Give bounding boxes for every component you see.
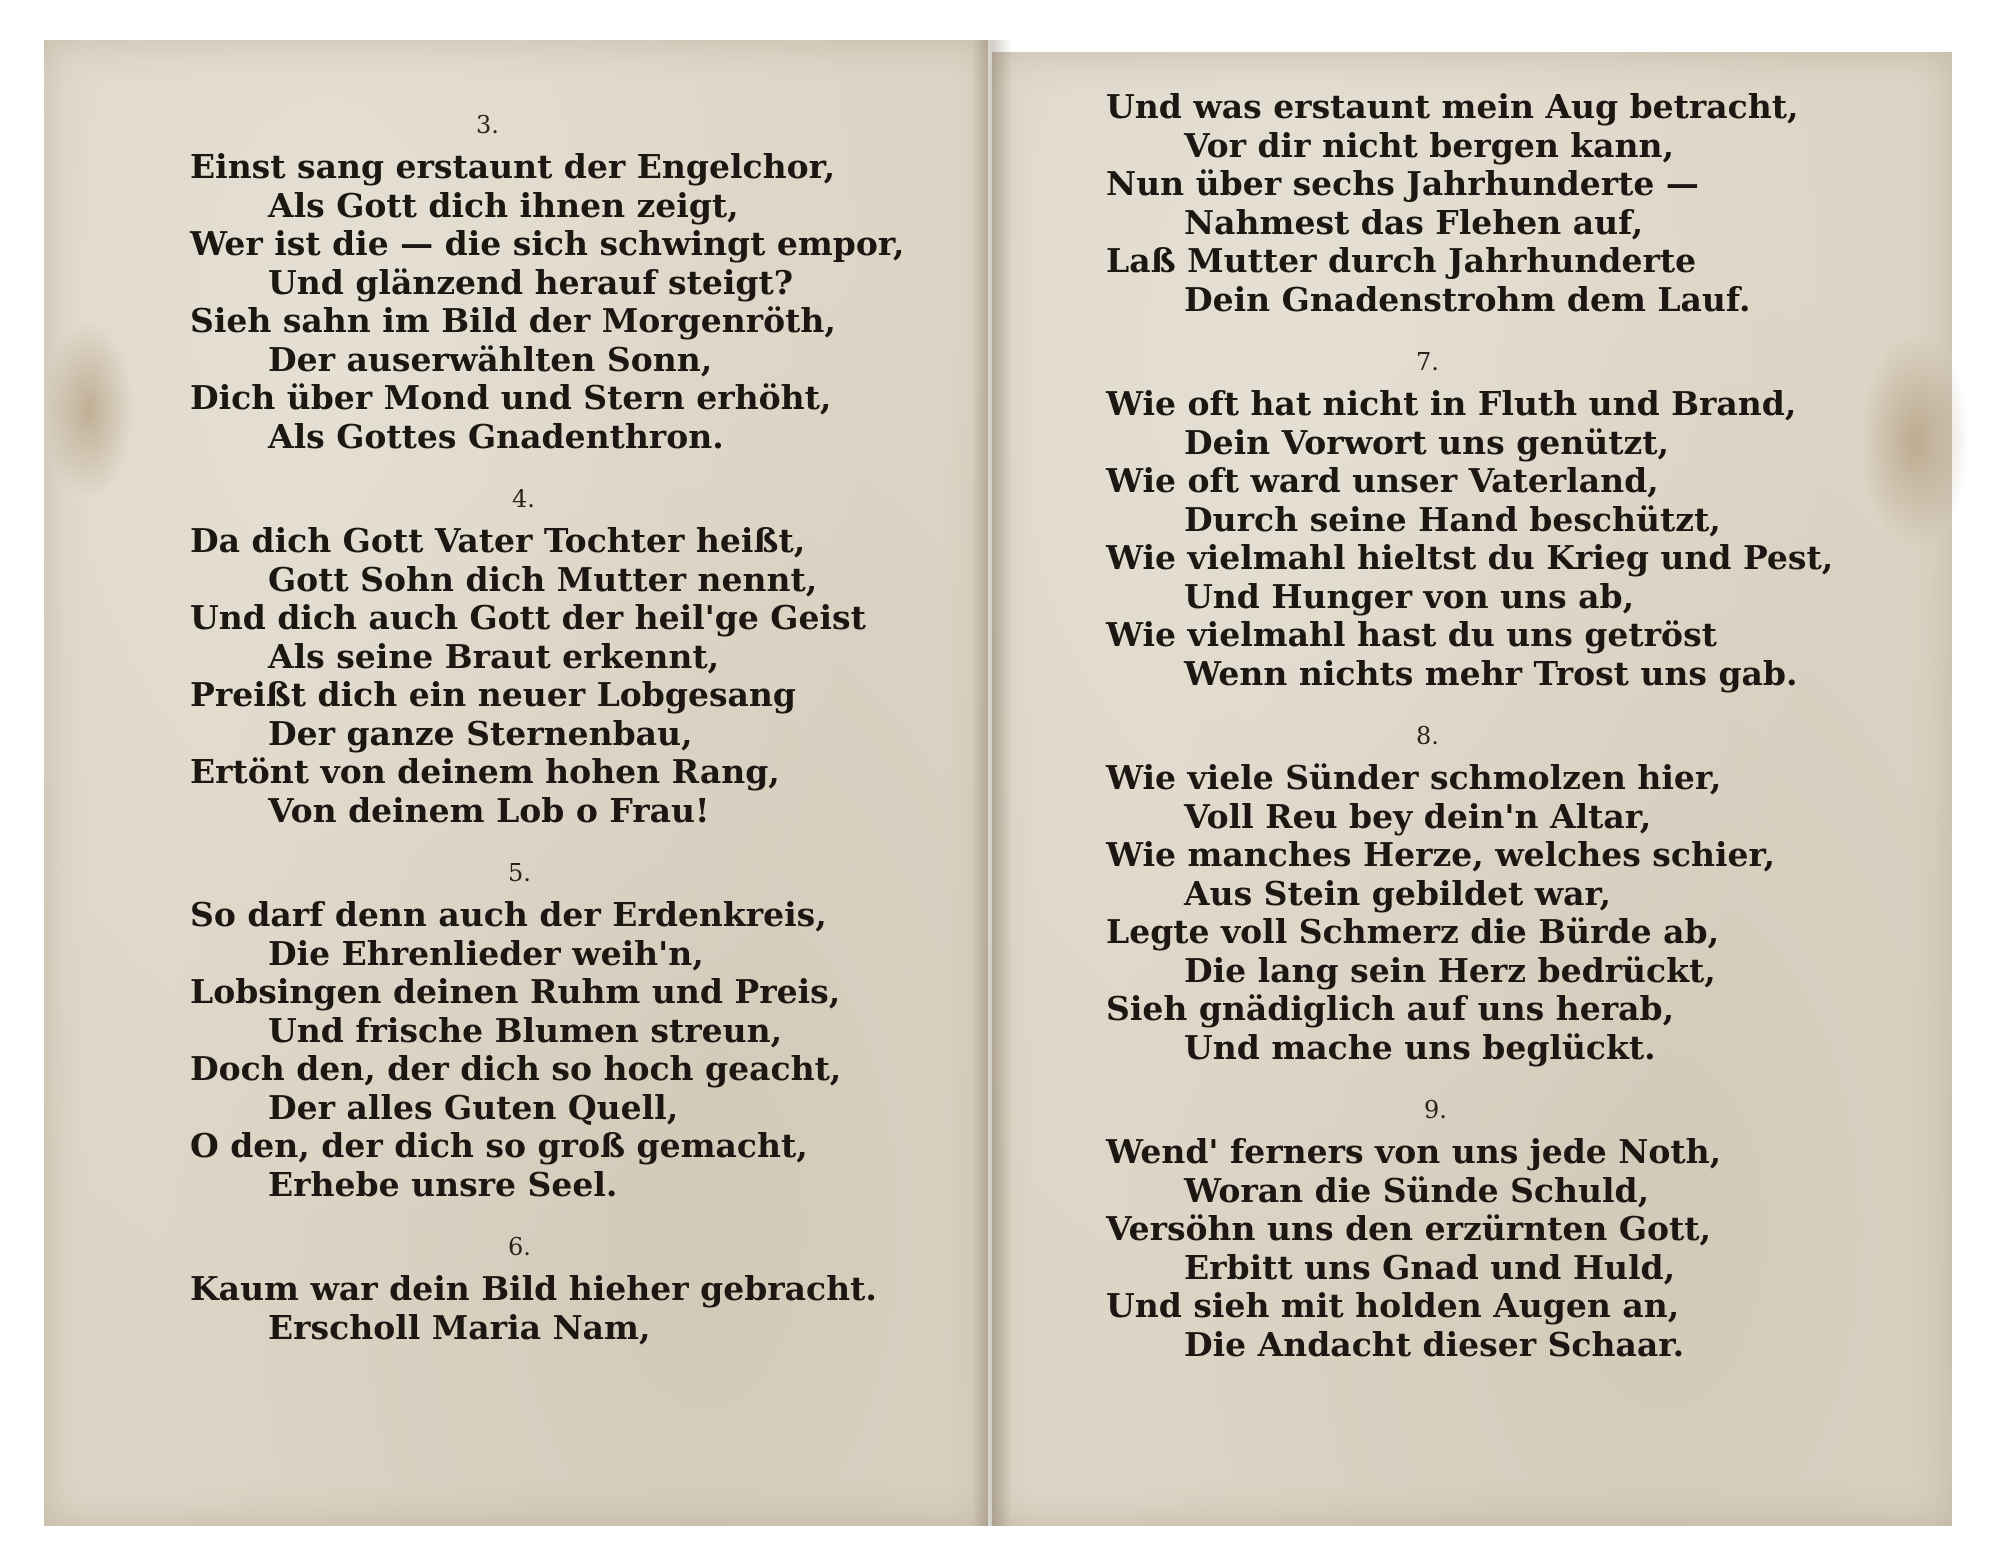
verse-line: Gott Sohn dich Mutter nennt, bbox=[268, 559, 818, 599]
verse-line: So darf denn auch der Erdenkreis, bbox=[190, 895, 827, 934]
verse-line: Sieh gnädiglich auf uns herab, bbox=[1106, 989, 1675, 1028]
verse-line: Aus Stein gebildet war, bbox=[1184, 873, 1612, 913]
stanza-number: 7. bbox=[1416, 348, 1439, 376]
verse-line: Woran die Sünde Schuld, bbox=[1184, 1170, 1650, 1210]
paper-stain bbox=[44, 320, 134, 500]
verse-line: Vor dir nicht bergen kann, bbox=[1184, 125, 1675, 165]
verse-line: Die Andacht dieser Schaar. bbox=[1184, 1324, 1685, 1364]
verse-line: Sieh sahn im Bild der Morgenröth, bbox=[190, 301, 836, 340]
page-fold bbox=[972, 40, 1012, 1526]
stanza-number: 3. bbox=[476, 111, 499, 139]
verse-line: Einst sang erstaunt der Engelchor, bbox=[190, 147, 836, 186]
verse-line: Kaum war dein Bild hieher gebracht. bbox=[190, 1269, 877, 1308]
verse-line: Als seine Braut erkennt, bbox=[268, 636, 720, 676]
verse-line: Und mache uns beglückt. bbox=[1184, 1027, 1656, 1067]
verse-line: Lobsingen deinen Ruhm und Preis, bbox=[190, 972, 841, 1011]
verse-line: Laß Mutter durch Jahrhunderte bbox=[1106, 241, 1697, 280]
verse-line: Und was erstaunt mein Aug betracht, bbox=[1106, 87, 1799, 126]
verse-line: Die Ehrenlieder weih'n, bbox=[268, 933, 704, 973]
verse-line: Und glänzend herauf steigt? bbox=[268, 262, 794, 302]
verse-line: O den, der dich so groß gemacht, bbox=[190, 1126, 808, 1165]
verse-line: Versöhn uns den erzürnten Gott, bbox=[1106, 1209, 1712, 1248]
verse-line: Preißt dich ein neuer Lobgesang bbox=[190, 675, 796, 714]
verse-line: Wenn nichts mehr Trost uns gab. bbox=[1184, 653, 1798, 693]
verse-line: Erbitt uns Gnad und Huld, bbox=[1184, 1247, 1676, 1287]
stanza-number: 5. bbox=[508, 859, 531, 887]
verse-line: Der ganze Sternenbau, bbox=[268, 713, 693, 753]
verse-line: Legte voll Schmerz die Bürde ab, bbox=[1106, 912, 1720, 951]
verse-line: Doch den, der dich so hoch geacht, bbox=[190, 1049, 842, 1088]
verse-line: Und sieh mit holden Augen an, bbox=[1106, 1286, 1680, 1325]
verse-line: Und dich auch Gott der heil'ge Geist bbox=[190, 598, 866, 637]
verse-line: Ertönt von deinem hohen Rang, bbox=[190, 752, 780, 791]
stanza-number: 8. bbox=[1416, 722, 1439, 750]
verse-line: Wie vielmahl hieltst du Krieg und Pest, bbox=[1106, 538, 1834, 577]
verse-line: Und Hunger von uns ab, bbox=[1184, 576, 1635, 616]
stanza-number: 6. bbox=[508, 1233, 531, 1261]
verse-line: Erscholl Maria Nam, bbox=[268, 1307, 651, 1347]
right-page-text bbox=[1106, 88, 1906, 1364]
verse-line: Von deinem Lob o Frau! bbox=[268, 790, 710, 830]
verse-line: Und frische Blumen streun, bbox=[268, 1010, 783, 1050]
verse-line: Wie oft hat nicht in Fluth und Brand, bbox=[1106, 384, 1797, 423]
verse-line: Wer ist die — die sich schwingt empor, bbox=[190, 224, 905, 263]
verse-line: Als Gottes Gnadenthron. bbox=[268, 416, 724, 456]
verse-line: Dein Vorwort uns genützt, bbox=[1184, 422, 1669, 462]
verse-line: Wie oft ward unser Vaterland, bbox=[1106, 461, 1659, 500]
verse-line: Die lang sein Herz bedrückt, bbox=[1184, 950, 1716, 990]
verse-line: Erhebe unsre Seel. bbox=[268, 1164, 618, 1204]
verse-line: Nun über sechs Jahrhunderte — bbox=[1106, 164, 1699, 203]
verse-line: Dein Gnadenstrohm dem Lauf. bbox=[1184, 279, 1751, 319]
stanza-number: 4. bbox=[512, 485, 535, 513]
verse-line: Als Gott dich ihnen zeigt, bbox=[268, 185, 739, 225]
verse-line: Dich über Mond und Stern erhöht, bbox=[190, 378, 832, 417]
verse-line: Wend' ferners von uns jede Noth, bbox=[1106, 1132, 1722, 1171]
stanza-number: 9. bbox=[1424, 1096, 1447, 1124]
verse-line: Der alles Guten Quell, bbox=[268, 1087, 679, 1127]
verse-line: Voll Reu bey dein'n Altar, bbox=[1184, 796, 1652, 836]
verse-line: Nahmest das Flehen auf, bbox=[1184, 202, 1644, 242]
verse-line: Wie manches Herze, welches schier, bbox=[1106, 835, 1775, 874]
verse-line: Da dich Gott Vater Tochter heißt, bbox=[190, 521, 806, 560]
left-page-text bbox=[190, 102, 970, 1347]
verse-line: Wie viele Sünder schmolzen hier, bbox=[1106, 758, 1722, 797]
verse-line: Wie vielmahl hast du uns getröst bbox=[1106, 615, 1717, 654]
verse-line: Der auserwählten Sonn, bbox=[268, 339, 713, 379]
verse-line: Durch seine Hand beschützt, bbox=[1184, 499, 1721, 539]
